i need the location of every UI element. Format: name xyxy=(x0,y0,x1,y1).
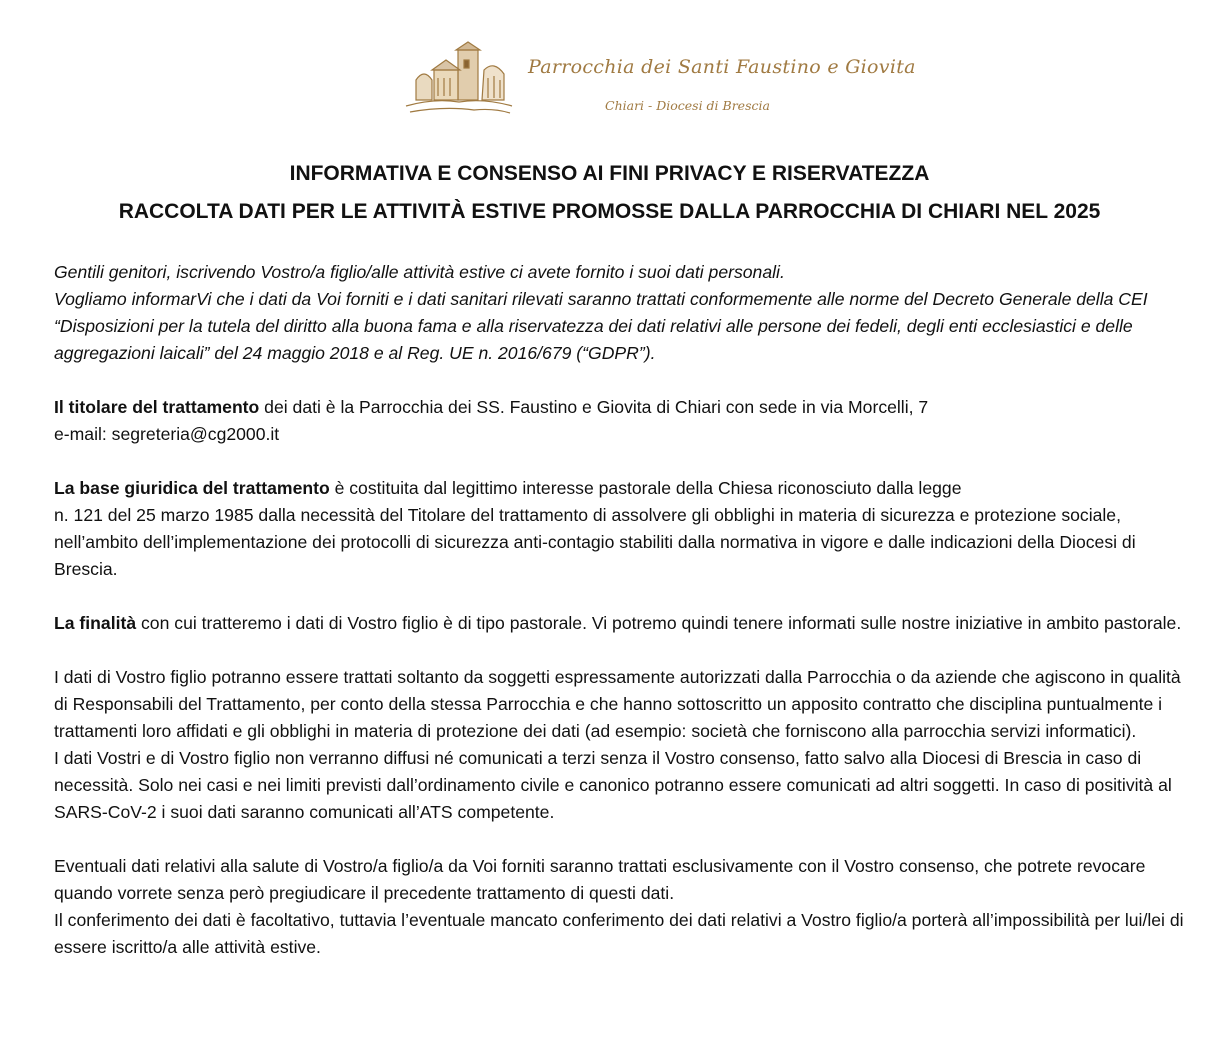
base-text: è costituita dal legittimo interesse pastorale della Chiesa riconosciuto dalla legge xyxy=(329,478,962,498)
intro-paragraph xyxy=(54,259,1184,367)
finalita-label: La finalità xyxy=(54,613,137,633)
finalita-paragraph xyxy=(54,610,1184,637)
parish-subtitle: Chiari - Diocesi di Brescia xyxy=(605,98,770,113)
base-text-continued: n. 121 del 25 marzo 1985 dalla necessità del Titolare del trattamento di assolvere gli obblighi in materia di sicurezza e protezione sociale, nell’ambito dell’implementazione dei protocolli di sicurezza anti-contagio stabiliti dalla normativa in vigore e dalle indicazioni della Diocesi di Brescia. xyxy=(54,505,1136,579)
finalita-text: con cui tratteremo i dati di Vostro figlio è di tipo pastorale. Vi potremo quindi tenere informati sulle nostre iniziative in ambito pastorale. xyxy=(136,613,1182,633)
document-title-line1: INFORMATIVA E CONSENSO AI FINI PRIVACY E RISERVATEZZA xyxy=(289,162,930,185)
titolare-text: dei dati è la Parrocchia dei SS. Faustino e Giovita di Chiari con sede in via Morcelli, 7 xyxy=(259,397,929,417)
intro-text: Vogliamo informarVi che i dati da Voi forniti e i dati sanitari rilevati saranno trattati conformemente alle norme del Decreto Generale della CEI “Disposizioni per la tutela del diritto alla buona fama e alla riservatezza dei dati relativi alle persone dei fedeli, degli enti ecclesiastici e delle aggregazioni laicali” del 24 maggio 2018 e al Reg. UE n. 2016/679 (“GDPR”). xyxy=(54,289,1148,363)
document-title-line2: RACCOLTA DATI PER LE ATTIVITÀ ESTIVE PROMOSSE DALLA PARROCCHIA DI CHIARI NEL 2025 xyxy=(118,200,1101,223)
document-body xyxy=(54,259,1184,988)
church-sketch-icon xyxy=(404,40,514,120)
parish-header xyxy=(400,36,916,126)
intro-line1: Gentili genitori, iscrivendo Vostro/a figlio/alle attività estive ci avete fornito i suoi dati personali. xyxy=(54,262,785,282)
soggetti-text-1: I dati di Vostro figlio potranno essere trattati soltanto da soggetti espressamente autorizzati dalla Parrocchia o da aziende che agiscono in qualità di Responsabili del Trattamento, per conto della stessa Parrocchia e che hanno sottoscritto un apposito contratto che disciplina puntualmente i trattamenti loro affidati e gli obblighi in materia di protezione dei dati (ad esempio: società che forniscono alla parrocchia servizi informatici). xyxy=(54,667,1181,741)
base-paragraph xyxy=(54,475,1184,583)
salute-text-2: Il conferimento dei dati è facoltativo, tuttavia l’eventuale mancato conferimento dei dati relativi a Vostro figlio/a porterà all’impossibilità per lui/lei di essere iscritto/a alle attività estive. xyxy=(54,910,1184,957)
parish-name: Parrocchia dei Santi Faustino e Giovita xyxy=(528,56,916,78)
titolare-label: Il titolare del trattamento xyxy=(54,397,260,417)
base-label: La base giuridica del trattamento xyxy=(54,478,330,498)
salute-paragraph xyxy=(54,853,1184,961)
soggetti-text-2: I dati Vostri e di Vostro figlio non verranno diffusi né comunicati a terzi senza il Vostro consenso, fatto salvo alla Diocesi di Brescia in caso di necessità. Solo nei casi e nei limiti previsti dall’ordinamento civile e canonico potranno essere comunicati ad altri soggetti. In caso di positività al SARS-CoV-2 i suoi dati saranno comunicati all’ATS competente. xyxy=(54,748,1172,822)
soggetti-paragraph xyxy=(54,664,1184,826)
salute-text-1: Eventuali dati relativi alla salute di Vostro/a figlio/a da Voi forniti saranno trattati esclusivamente con il Vostro consenso, che potrete revocare quando vorrete senza però pregiudicare il precedente trattamento di questi dati. xyxy=(54,856,1146,903)
titolare-paragraph xyxy=(54,394,1184,448)
titolare-email: e-mail: segreteria@cg2000.it xyxy=(54,424,280,444)
